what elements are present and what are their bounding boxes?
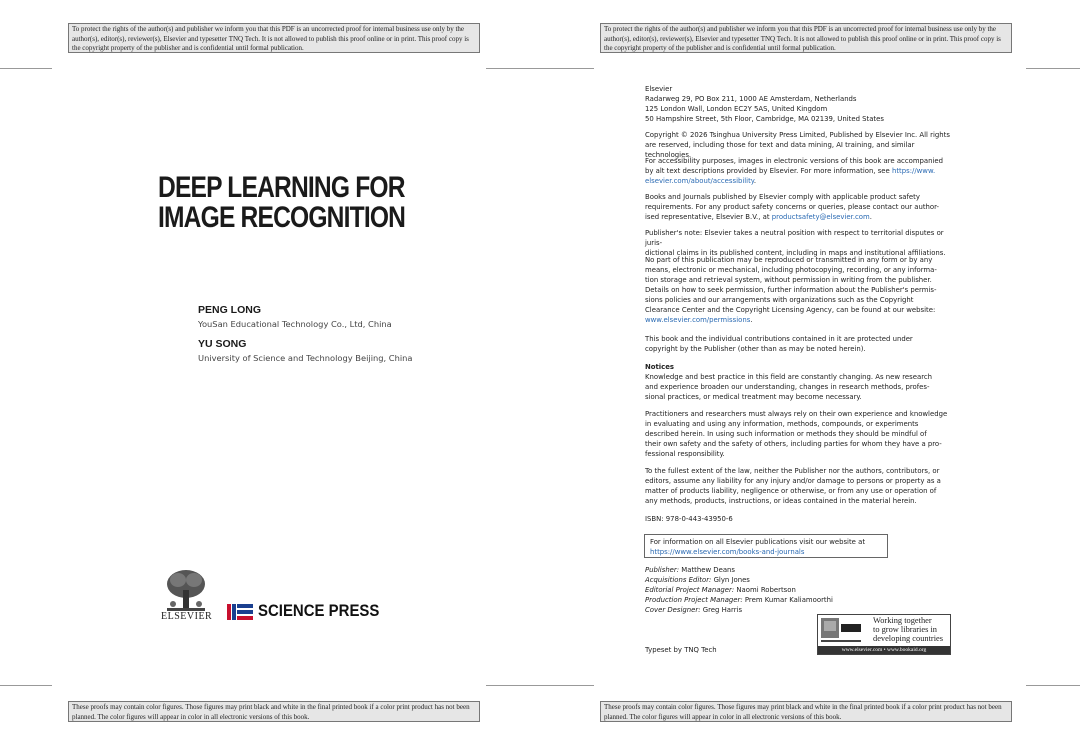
liability-statement (645, 466, 955, 506)
science-press-wordmark: SCIENCE PRESS (258, 601, 380, 620)
rights-line: Clearance Center and the Copyright Licensing Agency, can be found at our website: (645, 306, 936, 314)
rights-line: sions policies and our arrangements with organizations such as the Copyright (645, 296, 914, 304)
credit-name: Naomi Robertson (736, 586, 796, 594)
credit-name: Matthew Deans (681, 566, 736, 574)
protection-line: copyright by the Publisher (other than as may be noted herein). (645, 345, 866, 353)
note-line: Publisher's note: Elsevier takes a neutral position with respect to territorial disputes or juris- (645, 229, 944, 247)
liability-line: any methods, products, instructions, or ideas contained in the material herein. (645, 497, 917, 505)
practitioners-line: their own safety and the safety of others, including parties for whom they have a pro- (645, 440, 942, 448)
safety-line: Books and Journals published by Elsevier comply with applicable product safety (645, 193, 920, 201)
rights-line: tion storage and retrieval system, without permission in writing from the publisher. (645, 276, 932, 284)
practitioners-line: described herein. In using such information or methods they should be mindful of (645, 430, 927, 438)
credit-role: Production Project Manager: (645, 596, 743, 604)
product-safety-statement: Books and Journals published by Elsevier comply with applicable product safety requirements. For any product safety concerns or queries, please contact our author- ised representative, Elsevier B.V., at productsafety@elsevier.com. (645, 192, 955, 222)
accessibility-statement: For accessibility purposes, images in electronic versions of this book are accompanied by alt text descriptions provided by Elsevier. For more information, see https://www. elsevier.com/about/accessibility. (645, 156, 955, 186)
rights-line: Details on how to seek permission, further information about the Publisher's permis- (645, 286, 937, 294)
bookaid-line: to grow libraries in (873, 625, 937, 635)
liability-line: To the fullest extent of the law, neither the Publisher nor the authors, contributors, or (645, 467, 940, 475)
copyright-line: are reserved, including those for text and data mining, AI training, and similar technologies. (645, 141, 915, 159)
credit-line (645, 565, 955, 575)
liability-line: editors, assume any liability for any injury and/or damage to persons or property as a (645, 477, 941, 485)
notices-line: sional practices, or medical treatment may become necessary. (645, 393, 862, 401)
author-affiliation: YouSan Educational Technology Co., Ltd, China (198, 319, 392, 329)
bookaid-logo-icon (821, 618, 861, 644)
note-line: dictional claims in its published content, including in maps and institutional affiliations. (645, 249, 946, 257)
isbn: ISBN: 978-0-443-43950-6 (645, 515, 733, 523)
notices-heading: Notices (645, 363, 675, 371)
crop-mark (540, 685, 594, 686)
publisher-addresses (645, 84, 955, 124)
protection-line: This book and the individual contributions contained in it are protected under (645, 335, 913, 343)
safety-line: requirements. For any product safety concerns or queries, please contact our author- (645, 203, 939, 211)
proof-notice-top: To protect the rights of the author(s) and publisher we inform you that this PDF is an uncorrected proof for internal business use only by the author(s), editor(s), reviewer(s), Elsevier and typesetter TNQ Tech. It is not allowed to publish this proof online or in print. This proof copy is the copyright property of the publisher and is confidential until formal publication. (600, 23, 1012, 53)
bookaid-badge (817, 614, 951, 655)
accessibility-line: by alt text descriptions provided by Elsevier. For more information, see (645, 167, 890, 175)
accessibility-line: For accessibility purposes, images in electronic versions of this book are accompanied (645, 157, 944, 165)
credit-role: Publisher: (645, 566, 680, 574)
author-name: YU SONG (198, 338, 247, 350)
author-affiliation: University of Science and Technology Beijing, China (198, 353, 413, 363)
practitioners-line: in evaluating and using any information, methods, compounds, or experiments (645, 420, 919, 428)
proof-notice-bottom: These proofs may contain color figures. Those figures may print black and white in the final printed book if a color print product has not been planned. The color figures will appear in color in all electronic versions of this book. (68, 701, 480, 722)
notices-line: Knowledge and best practice in this field are constantly changing. As new research (645, 373, 933, 381)
practitioners-line: fessional responsibility. (645, 450, 725, 458)
book-title-line1: DEEP LEARNING FOR (158, 171, 405, 204)
author-name: PENG LONG (198, 304, 262, 316)
address-line: 50 Hampshire Street, 5th Floor, Cambridge, MA 02139, United States (645, 115, 884, 123)
credit-role: Editorial Project Manager: (645, 586, 735, 594)
crop-mark (1026, 68, 1080, 69)
info-box-text: For information on all Elsevier publications visit our website at (650, 538, 866, 546)
address-line: Elsevier (645, 85, 673, 93)
book-title-line2: IMAGE RECOGNITION (158, 201, 406, 234)
publications-info-box (644, 534, 888, 558)
rights-statement: No part of this publication may be reproduced or transmitted in any form or by any means, electronic or mechanical, including photocopying, recording, or any informa- tion storage and retrieval system, without permission in writing from the publisher. Details on how to seek permission, further information about the Publisher's permis- sions policies and our arrangements with organizations such as the Copyright Clearance Center and the Copyright Licensing Agency, can be found at our website: www.elsevier.com/permissions. (645, 255, 955, 325)
credit-role: Cover Designer: (645, 606, 701, 614)
credit-line (645, 595, 955, 605)
credit-name: Greg Harris (702, 606, 743, 614)
notices-section (645, 362, 955, 402)
rights-line: No part of this publication may be reproduced or transmitted in any form or by any (645, 256, 933, 264)
address-line: Radarweg 29, PO Box 211, 1000 AE Amsterdam, Netherlands (645, 95, 857, 103)
books-journals-link[interactable]: https://www.elsevier.com/books-and-journals (650, 548, 805, 556)
notices-line: and experience broaden our understanding, changes in research methods, profes- (645, 383, 930, 391)
credit-line (645, 585, 955, 595)
permissions-link[interactable]: www.elsevier.com/permissions (645, 316, 751, 324)
crop-mark (1026, 685, 1080, 686)
copyright-line: Copyright © 2026 Tsinghua University Press Limited, Published by Elsevier Inc. All rights (645, 131, 950, 139)
credit-line (645, 575, 955, 585)
proof-notice-top: To protect the rights of the author(s) and publisher we inform you that this PDF is an uncorrected proof for internal business use only by the author(s), editor(s), reviewer(s), Elsevier and typesetter TNQ Tech. It is not allowed to publish this proof online or in print. This proof copy is the copyright property of the publisher and is confidential until formal publication. (68, 23, 480, 53)
address-line: 125 London Wall, London EC2Y 5AS, United Kingdom (645, 105, 828, 113)
accessibility-link[interactable]: elsevier.com/about/accessibility (645, 177, 754, 185)
bookaid-line: Working together (873, 616, 932, 625)
product-safety-email-link[interactable]: productsafety@elsevier.com (771, 213, 870, 221)
credit-name: Prem Kumar Kaliamoorthi (744, 596, 833, 604)
practitioners-line: Practitioners and researchers must always rely on their own experience and knowledge (645, 410, 948, 418)
credit-name: Glyn Jones (713, 576, 750, 584)
protection-statement (645, 334, 955, 354)
rights-line: means, electronic or mechanical, including photocopying, recording, or any informa- (645, 266, 937, 274)
safety-line: ised representative, Elsevier B.V., at (645, 213, 770, 221)
typeset-credit: Typeset by TNQ Tech (645, 646, 717, 654)
elsevier-wordmark: ELSEVIER (161, 611, 213, 622)
crop-mark (540, 68, 594, 69)
liability-line: matter of products liability, negligence or otherwise, or from any use or operation of (645, 487, 937, 495)
bookaid-line: developing countries (873, 634, 944, 644)
accessibility-link[interactable]: https://www. (891, 167, 936, 175)
production-credits (645, 565, 955, 615)
practitioners-statement (645, 409, 955, 459)
proof-notice-bottom: These proofs may contain color figures. Those figures may print black and white in the final printed book if a color print product has not been planned. The color figures will appear in color in all electronic versions of this book. (600, 701, 1012, 722)
bookaid-footer: www.elsevier.com • www.bookaid.org (818, 646, 950, 654)
credit-role: Acquisitions Editor: (645, 576, 712, 584)
publisher-note (645, 228, 955, 258)
bookaid-text (873, 616, 943, 644)
